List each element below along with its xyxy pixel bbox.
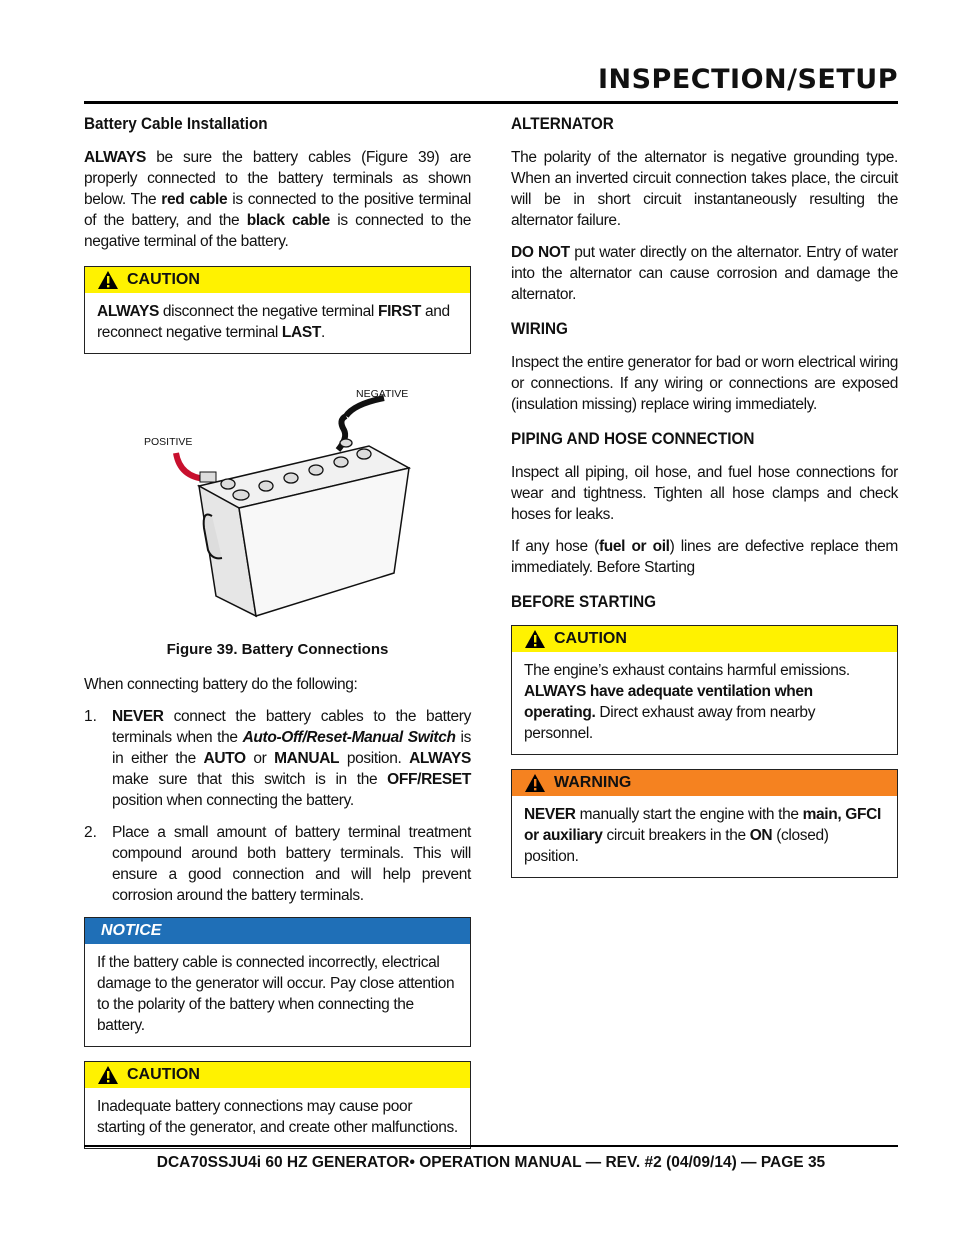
page-footer: DCA70SSJU4i 60 HZ GENERATOR• OPERATION MANUAL — REV. #2 (04/09/14) — PAGE 35 [156, 1154, 826, 1171]
warning-label: WARNING [554, 774, 632, 791]
battery-cable-heading: Battery Cable Installation [84, 114, 268, 133]
caution-body: The engine’s exhaust contains harmful emissions. ALWAYS have adequate ventilation when operating. Direct exhaust away from nearby personnel. [524, 662, 850, 742]
warning-body: NEVER manually start the engine with the main, GFCI or auxiliary circuit breakers in the ON (closed) position. [524, 806, 881, 865]
caution-body: ALWAYS disconnect the negative terminal FIRST and reconnect negative terminal LAST. [97, 303, 450, 341]
warning-triangle-icon [97, 270, 119, 290]
alternator-paragraph: The polarity of the alternator is negative grounding type. When an inverted circuit connection takes place, the circuit will be in short circuit instantaneously resulting the alternator failure. [511, 149, 898, 229]
header-rule [84, 101, 898, 104]
caution-box-negative-terminal [84, 266, 471, 354]
warning-triangle-icon [524, 629, 546, 649]
connection-steps [84, 706, 471, 906]
caution-label: CAUTION [127, 1066, 200, 1083]
alternator-water-paragraph: DO NOT put water directly on the alternator. Entry of water into the alternator can cause corrosion and damage the alternator. [511, 244, 898, 303]
negative-label: NEGATIVE [356, 388, 409, 400]
footer-rule [84, 1145, 898, 1147]
warning-header [512, 770, 897, 796]
positive-label: POSITIVE [144, 436, 193, 448]
piping-heading: PIPING AND HOSE CONNECTION [511, 429, 755, 448]
wiring-heading: WIRING [511, 319, 568, 338]
battery-figure [84, 368, 471, 633]
caution-header [85, 1062, 470, 1088]
page-title: INSPECTION/SETUP [597, 64, 898, 95]
notice-body: If the battery cable is connected incorrectly, electrical damage to the generator will occur. Pay close attention to the polarity of the battery when connecting the battery. [97, 954, 455, 1034]
caution-body: Inadequate battery connections may cause poor starting of the generator, and create other malfunctions. [97, 1098, 458, 1136]
warning-triangle-icon [524, 773, 546, 793]
caution-header [85, 267, 470, 293]
battery-cable-paragraph: ALWAYS be sure the battery cables (Figure 39) are properly connected to the battery terminals as shown below. The red cable is connected to the positive terminal of the battery, and the black cable is connected to the negative terminal of the battery. [84, 149, 471, 250]
warning-triangle-icon [97, 1065, 119, 1085]
battery-illustration [84, 368, 471, 633]
connect-intro: When connecting battery do the following: [84, 676, 358, 693]
right-column [511, 114, 898, 892]
left-column [84, 114, 471, 1163]
caution-box-inadequate [84, 1061, 471, 1149]
list-item: 2. Place a small amount of battery terminal treatment compound around both battery terminals. This will ensure a good connection and will help prevent corrosion around the battery terminals. [84, 824, 471, 904]
wiring-paragraph: Inspect the entire generator for bad or worn electrical wiring or connections. If any wiring or connections are exposed (insulation missing) replace wiring immediately. [511, 354, 898, 413]
piping-paragraph: Inspect all piping, oil hose, and fuel hose connections for wear and tightness. Tighten all hose clamps and check hoses for leaks. [511, 464, 898, 523]
caution-header [512, 626, 897, 652]
caution-label: CAUTION [554, 630, 627, 647]
list-item: 1. NEVER connect the battery cables to the battery terminals when the Auto-Off/Reset-Manual Switch is in either the AUTO or MANUAL position. ALWAYS make sure that this switch is in the OFF/RESET position when connecting the battery. [84, 708, 472, 809]
figure-caption: Figure 39. Battery Connections [166, 641, 389, 658]
alternator-heading: ALTERNATOR [511, 114, 614, 133]
warning-box [511, 769, 898, 878]
before-starting-heading: BEFORE STARTING [511, 592, 657, 611]
caution-box-exhaust [511, 625, 898, 755]
notice-header: NOTICE [85, 918, 470, 944]
hose-paragraph: If any hose (fuel or oil) lines are defective replace them immediately. Before Starting [511, 538, 898, 576]
caution-label: CAUTION [127, 271, 200, 288]
notice-box [84, 917, 471, 1047]
